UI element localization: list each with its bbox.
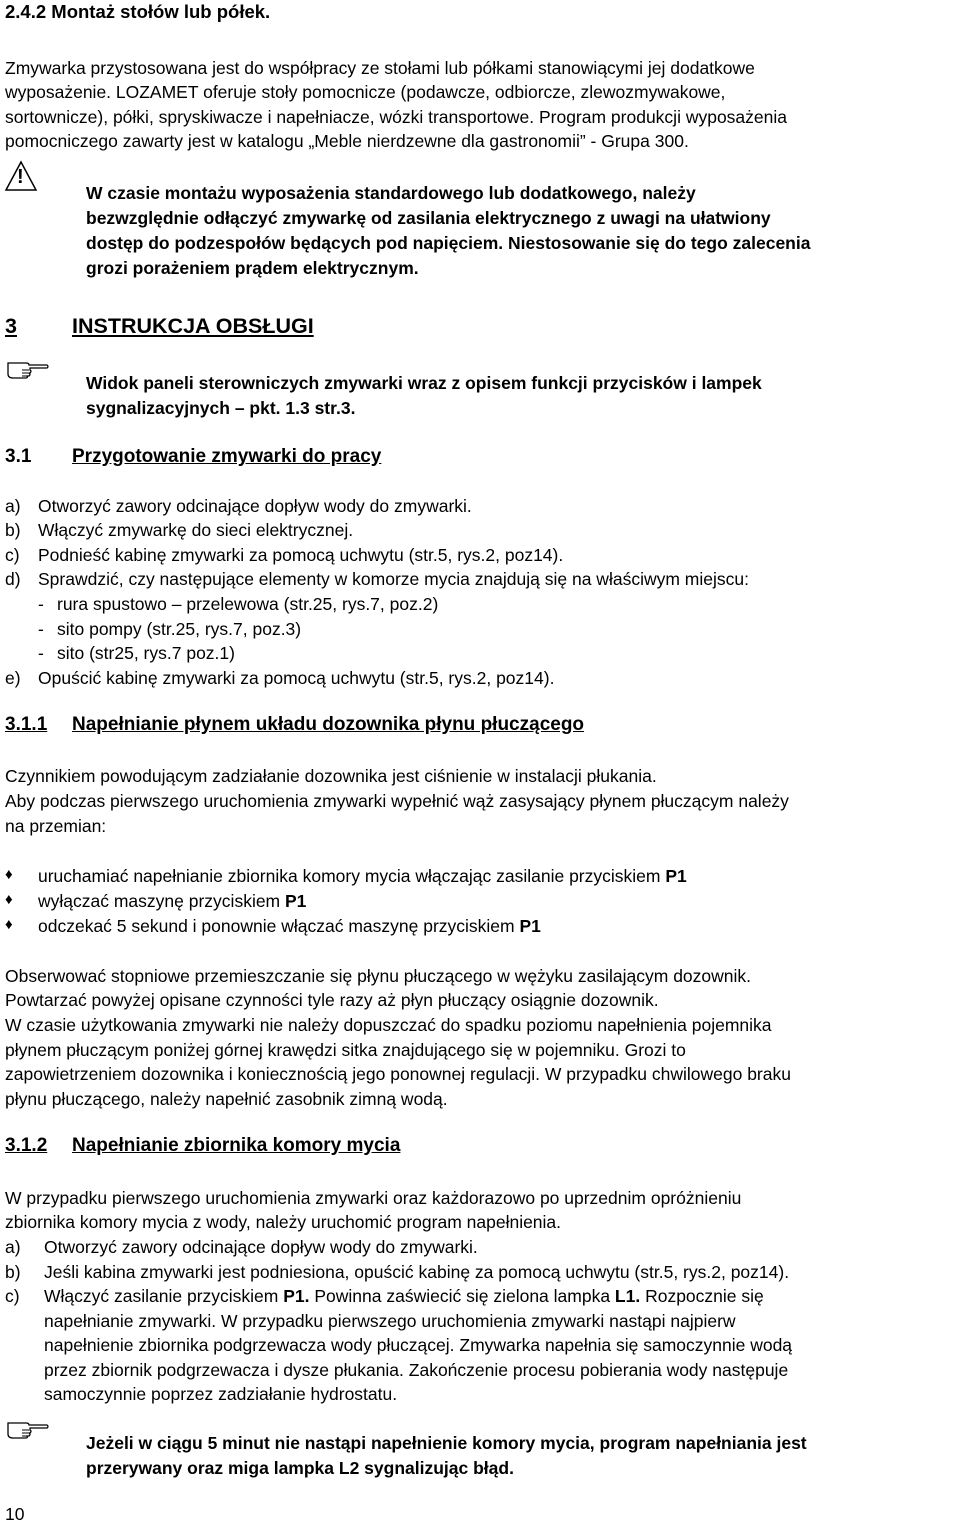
list-item-text: Włączyć zmywarkę do sieci elektrycznej. xyxy=(38,520,354,540)
sub-item-text: sito (str25, rys.7 poz.1) xyxy=(57,643,235,663)
paragraph-line: zbiornika komory mycia z wody, należy uruchomić program napełnienia. xyxy=(5,1212,562,1232)
warning-line: bezwzględnie odłączyć zmywarkę od zasilania elektrycznego z uwagi na ułatwiony xyxy=(86,208,771,228)
paragraph-line: płynu płuczącego, należy napełnić zasobnik zimną wodą. xyxy=(5,1089,448,1109)
warning-line: dostęp do podzespołów będących pod napięciem. Niestosowanie się do tego zalecenia xyxy=(86,233,811,253)
paragraph-line: Obserwować stopniowe przemieszczanie się płynu płuczącego w wężyku zasilającym dozownik. xyxy=(5,966,752,986)
list-item-label: e) xyxy=(5,668,21,688)
list-item-text: Sprawdzić, czy następujące elementy w komorze mycia znajdują się na właściwym miejscu: xyxy=(38,569,749,589)
section-number-3-1-2: 3.1.2 xyxy=(5,1135,48,1156)
section-number-3-1-1: 3.1.1 xyxy=(5,714,48,735)
paragraph-line: płynem płuczącym poniżej górnej krawędzi sitka znajdującego się w pojemniku. Grozi to xyxy=(5,1040,686,1060)
note-line: przerywany oraz miga lampka L2 sygnalizując błąd. xyxy=(86,1458,514,1478)
warning-mark: ! xyxy=(17,166,24,188)
list-item-label: a) xyxy=(5,496,21,516)
pointing-hand-icon xyxy=(6,1418,50,1440)
bullet-item: wyłączać maszynę przyciskiem P1 xyxy=(38,891,307,911)
section-title-3-1: Przygotowanie zmywarki do pracy xyxy=(72,446,382,467)
sub-item-text: sito pompy (str.25, rys.7, poz.3) xyxy=(57,619,302,639)
paragraph-line: na przemian: xyxy=(5,816,107,836)
paragraph-line: W przypadku pierwszego uruchomienia zmywarki oraz każdorazowo po uprzednim opróżnieniu xyxy=(5,1188,742,1208)
list-item-text: Otworzyć zawory odcinające dopływ wody do zmywarki. xyxy=(38,496,472,516)
note-line: Jeżeli w ciągu 5 minut nie nastąpi napełnienie komory mycia, program napełniania jest xyxy=(86,1433,807,1453)
sub-item-dash: - xyxy=(38,619,44,639)
list-item-label: d) xyxy=(5,569,21,589)
bullet-diamond-icon: ♦ xyxy=(5,891,13,908)
sub-item-dash: - xyxy=(38,643,44,663)
bullet-diamond-icon: ♦ xyxy=(5,866,13,883)
list-item-text: Podnieść kabinę zmywarki za pomocą uchwytu (str.5, rys.2, poz14). xyxy=(38,545,564,565)
sub-item-text: rura spustowo – przelewowa (str.25, rys.7, poz.2) xyxy=(57,594,439,614)
paragraph-line: pomocniczego zawarty jest w katalogu „Meble nierdzewne dla gastronomii” - Grupa 300. xyxy=(5,131,689,151)
section-number-3-1: 3.1 xyxy=(5,446,32,467)
paragraph-line: zapowietrzeniem dozownika i koniecznością jego ponownej regulacji. W przypadku chwilowego braku xyxy=(5,1064,791,1084)
list-item-label: b) xyxy=(5,1262,21,1282)
chapter-number: 3 xyxy=(5,314,17,338)
list-item-continuation: przez zbiornik podgrzewacza i dysze płukania. Zakończenie procesu pobierania wody następuje xyxy=(44,1360,789,1380)
section-heading-2-4-2: 2.4.2 Montaż stołów lub półek. xyxy=(5,1,271,22)
sub-item-dash: - xyxy=(38,594,44,614)
paragraph-line: wyposażenie. LOZAMET oferuje stoły pomocnicze (podawcze, odbiorcze, zlewozmywakowe, xyxy=(5,82,726,102)
chapter-title: INSTRUKCJA OBSŁUGI xyxy=(72,314,314,338)
pointing-hand-icon xyxy=(6,358,50,380)
list-item-label: c) xyxy=(5,545,20,565)
paragraph-line: W czasie użytkowania zmywarki nie należy dopuszczać do spadku poziomu napełnienia pojemnika xyxy=(5,1015,772,1035)
page-number: 10 xyxy=(5,1504,25,1524)
bullet-diamond-icon: ♦ xyxy=(5,916,13,933)
list-item-continuation: samoczynnie poprzez zadziałanie hydrostatu. xyxy=(44,1384,398,1404)
paragraph-line: Aby podczas pierwszego uruchomienia zmywarki wypełnić wąż zasysający płynem płuczącym należy xyxy=(5,791,789,811)
list-item-label: b) xyxy=(5,520,21,540)
list-item-continuation: napełnienie zbiornika podgrzewacza wody płuczącej. Zmywarka napełnia się samoczynnie wodą xyxy=(44,1335,793,1355)
warning-line: W czasie montażu wyposażenia standardowego lub dodatkowego, należy xyxy=(86,183,696,203)
list-item-continuation: napełnianie zmywarki. W przypadku pierwszego uruchomienia zmywarki nastąpi najpierw xyxy=(44,1311,736,1331)
list-item-text: Otworzyć zawory odcinające dopływ wody do zmywarki. xyxy=(44,1237,478,1257)
warning-triangle-icon xyxy=(4,160,38,192)
bullet-item: odczekać 5 sekund i ponownie włączać maszynę przyciskiem P1 xyxy=(38,916,541,936)
list-item-label: c) xyxy=(5,1286,20,1306)
note-line: Widok paneli sterowniczych zmywarki wraz z opisem funkcji przycisków i lampek xyxy=(86,373,762,393)
paragraph-line: Zmywarka przystosowana jest do współpracy ze stołami lub półkami stanowiącymi jej dodatkowe xyxy=(5,58,755,78)
note-line: sygnalizacyjnych – pkt. 1.3 str.3. xyxy=(86,398,356,418)
list-item-text: Jeśli kabina zmywarki jest podniesiona, opuścić kabinę za pomocą uchwytu (str.5, rys.2, poz14). xyxy=(44,1262,790,1282)
list-item-text: Włączyć zasilanie przyciskiem P1. Powinna zaświecić się zielona lampka L1. Rozpocznie się xyxy=(44,1286,764,1306)
section-title-3-1-1: Napełnianie płynem układu dozownika płynu płuczącego xyxy=(72,714,585,735)
section-title-3-1-2: Napełnianie zbiornika komory mycia xyxy=(72,1135,401,1156)
warning-line: grozi porażeniem prądem elektrycznym. xyxy=(86,258,419,278)
list-item-text: Opuścić kabinę zmywarki za pomocą uchwytu (str.5, rys.2, poz14). xyxy=(38,668,555,688)
bullet-item: uruchamiać napełnianie zbiornika komory mycia włączając zasilanie przyciskiem P1 xyxy=(38,866,687,886)
paragraph-line: Powtarzać powyżej opisane czynności tyle razy aż płyn płuczący osiągnie dozownik. xyxy=(5,990,659,1010)
paragraph-line: sortownicze), półki, spryskiwacze i napełniacze, wózki transportowe. Program produkcji wyposażenia xyxy=(5,107,787,127)
paragraph-line: Czynnikiem powodującym zadziałanie dozownika jest ciśnienie w instalacji płukania. xyxy=(5,766,657,786)
list-item-label: a) xyxy=(5,1237,21,1257)
